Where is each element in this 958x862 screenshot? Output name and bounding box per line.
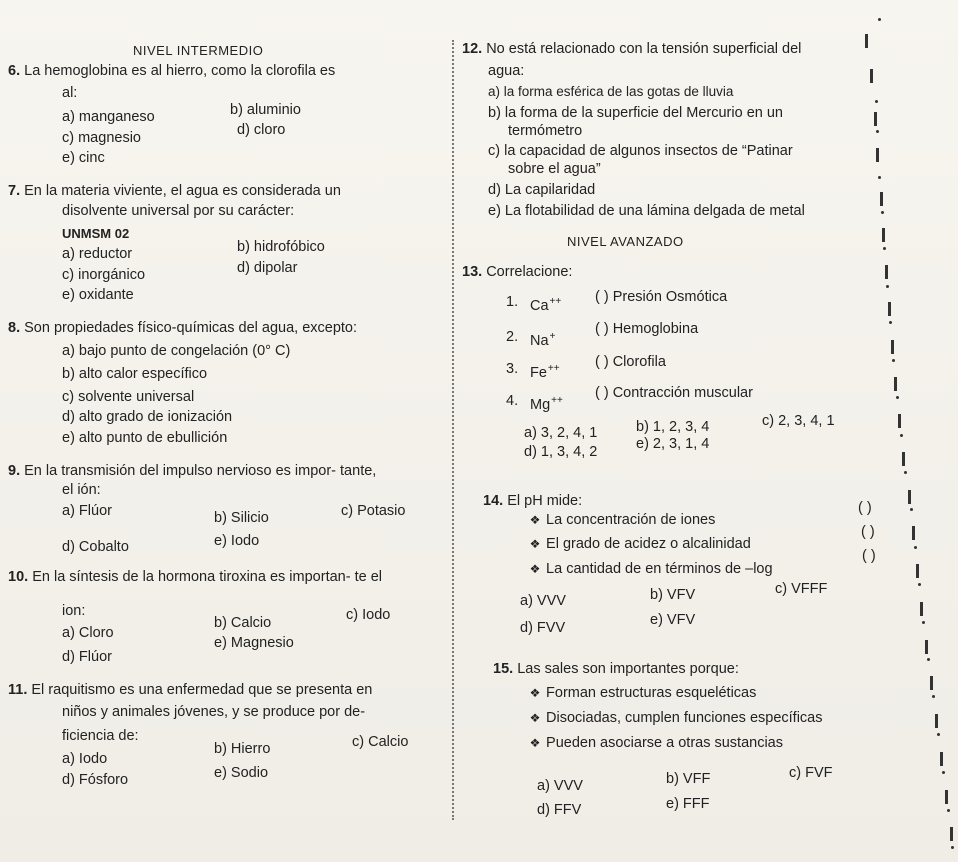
q6-number: 6. bbox=[8, 63, 21, 79]
q8-option-d[interactable]: d) alto grado de ionización bbox=[62, 409, 233, 425]
q13-item-1-number: 1. bbox=[506, 294, 519, 310]
q15-title: Las sales son importantes porque: bbox=[517, 661, 739, 677]
q13-number: 13. bbox=[462, 264, 483, 280]
margin-dot bbox=[947, 809, 950, 812]
q6-text: La hemoglobina es al hierro, como la clorofila es bbox=[24, 63, 336, 79]
q13-item-1-ion bbox=[530, 293, 561, 315]
diamond-bullet-icon: ❖ bbox=[529, 686, 541, 700]
q12-option-c-line2: sobre el agua” bbox=[508, 161, 601, 177]
q10-option-b[interactable]: b) Calcio bbox=[214, 615, 272, 631]
q15-option-d[interactable]: d) FFV bbox=[537, 802, 582, 818]
q15-statement-1 bbox=[528, 684, 756, 702]
q14-paren-2[interactable]: ( ) bbox=[861, 524, 875, 540]
q15-statement-2-text: Disociadas, cumplen funciones específicas bbox=[546, 710, 823, 726]
q13-option-c[interactable]: c) 2, 3, 4, 1 bbox=[762, 413, 835, 429]
q10-stem-line1 bbox=[8, 568, 382, 586]
q14-option-c[interactable]: c) VFFF bbox=[775, 581, 828, 597]
diamond-bullet-icon: ❖ bbox=[529, 513, 541, 527]
q7-stem-line2: disolvente universal por su carácter: bbox=[62, 203, 295, 219]
q7-option-b[interactable]: b) hidrofóbico bbox=[237, 239, 325, 255]
q9-option-d[interactable]: d) Cobalto bbox=[62, 539, 129, 555]
q7-option-a[interactable]: a) reductor bbox=[62, 246, 133, 262]
q9-stem-line2: el ión: bbox=[62, 482, 101, 498]
q13-option-b[interactable]: b) 1, 2, 3, 4 bbox=[636, 419, 710, 435]
q6-option-a[interactable]: a) manganeso bbox=[62, 109, 155, 125]
q10-option-c[interactable]: c) Iodo bbox=[346, 607, 391, 623]
q13-item-3-charge: ++ bbox=[547, 363, 560, 374]
q8-option-a[interactable]: a) bajo punto de congelación (0° C) bbox=[62, 343, 291, 359]
margin-dash bbox=[950, 827, 953, 841]
q11-stem-line1 bbox=[8, 681, 372, 699]
margin-dash bbox=[888, 302, 891, 316]
q14-statement-3-text: La cantidad de en términos de –log bbox=[546, 561, 773, 577]
margin-dot bbox=[896, 396, 899, 399]
q6-stem-line1 bbox=[8, 62, 335, 80]
q7-number: 7. bbox=[8, 183, 21, 199]
margin-dot bbox=[875, 100, 878, 103]
q12-option-c-line1[interactable]: c) la capacidad de algunos insectos de “Patinar bbox=[488, 143, 793, 159]
q7-stem-line1 bbox=[8, 182, 341, 200]
q6-option-e[interactable]: e) cinc bbox=[62, 150, 105, 166]
q15-statement-1-text: Forman estructuras esqueléticas bbox=[546, 685, 757, 701]
q15-statement-3 bbox=[528, 734, 783, 752]
margin-dot bbox=[927, 658, 930, 661]
q12-option-b-line1[interactable]: b) la forma de la superficie del Mercurio en un bbox=[488, 105, 783, 121]
q14-stem bbox=[483, 492, 582, 510]
margin-dot bbox=[914, 546, 917, 549]
margin-dash bbox=[882, 228, 885, 242]
q12-option-d[interactable]: d) La capilaridad bbox=[488, 182, 596, 198]
q13-match-1[interactable]: ( ) Presión Osmótica bbox=[595, 289, 728, 305]
q6-option-c[interactable]: c) magnesio bbox=[62, 130, 141, 146]
q8-number: 8. bbox=[8, 320, 21, 336]
margin-dot bbox=[937, 733, 940, 736]
q9-option-c[interactable]: c) Potasio bbox=[341, 503, 406, 519]
q12-stem-line2: agua: bbox=[488, 63, 525, 79]
q13-option-e[interactable]: e) 2, 3, 1, 4 bbox=[636, 436, 710, 452]
margin-dot bbox=[892, 359, 895, 362]
margin-dot bbox=[878, 176, 881, 179]
q13-item-1-symbol: Ca bbox=[530, 297, 549, 314]
q14-paren-3[interactable]: ( ) bbox=[862, 548, 876, 564]
level-advanced-heading: NIVEL AVANZADO bbox=[567, 234, 684, 249]
margin-dot bbox=[922, 621, 925, 624]
q13-item-4-number: 4. bbox=[506, 393, 519, 409]
margin-dash bbox=[870, 69, 873, 83]
margin-dash bbox=[885, 265, 888, 279]
q13-item-3-ion bbox=[530, 360, 560, 382]
q11-text: El raquitismo es una enfermedad que se presenta en bbox=[31, 682, 373, 698]
q12-stem-line1 bbox=[462, 40, 801, 58]
q9-option-b[interactable]: b) Silicio bbox=[214, 510, 269, 526]
q13-item-2-charge: + bbox=[549, 331, 556, 342]
margin-dash bbox=[935, 714, 938, 728]
q15-number: 15. bbox=[493, 661, 514, 677]
margin-dash bbox=[876, 148, 879, 162]
q10-number: 10. bbox=[8, 569, 29, 585]
margin-dot bbox=[900, 434, 903, 437]
q10-option-d[interactable]: d) Flúor bbox=[62, 649, 112, 665]
margin-dot bbox=[886, 285, 889, 288]
margin-dash bbox=[898, 414, 901, 428]
q13-match-4[interactable]: ( ) Contracción muscular bbox=[595, 385, 753, 401]
q11-number: 11. bbox=[8, 682, 28, 698]
q7-source: UNMSM 02 bbox=[62, 226, 130, 241]
margin-dot bbox=[932, 695, 935, 698]
q11-option-a[interactable]: a) Iodo bbox=[62, 751, 108, 767]
q13-match-3[interactable]: ( ) Clorofila bbox=[595, 354, 666, 370]
q8-option-b[interactable]: b) alto calor específico bbox=[62, 366, 208, 382]
margin-dash bbox=[925, 640, 928, 654]
q14-title: El pH mide: bbox=[507, 493, 583, 509]
q14-number: 14. bbox=[483, 493, 504, 509]
level-intermediate-heading: NIVEL INTERMEDIO bbox=[133, 43, 264, 58]
q12-option-a[interactable]: a) la forma esférica de las gotas de lluvia bbox=[488, 84, 734, 99]
margin-dot bbox=[951, 846, 954, 849]
q7-option-e[interactable]: e) oxidante bbox=[62, 287, 134, 303]
q15-statement-3-text: Pueden asociarse a otras sustancias bbox=[546, 735, 784, 751]
margin-dash bbox=[894, 377, 897, 391]
q14-statement-1-text: La concentración de iones bbox=[546, 512, 716, 528]
q11-option-d[interactable]: d) Fósforo bbox=[62, 772, 129, 788]
q11-option-c[interactable]: c) Calcio bbox=[352, 734, 409, 750]
q11-stem-line2: niños y animales jóvenes, y se produce por de- bbox=[62, 704, 366, 720]
q6-option-d[interactable]: d) cloro bbox=[237, 122, 286, 138]
margin-dash bbox=[916, 564, 919, 578]
margin-dot bbox=[918, 583, 921, 586]
q13-item-3-symbol: Fe bbox=[530, 364, 547, 381]
column-divider bbox=[452, 40, 454, 820]
margin-dash bbox=[891, 340, 894, 354]
q14-statement-3 bbox=[528, 560, 773, 578]
q14-paren-1[interactable]: ( ) bbox=[858, 500, 872, 516]
q12-text: No está relacionado con la tensión superficial del bbox=[486, 41, 802, 57]
margin-dot bbox=[881, 211, 884, 214]
q7-option-c[interactable]: c) inorgánico bbox=[62, 267, 146, 283]
margin-dash bbox=[874, 112, 877, 126]
q13-item-2-symbol: Na bbox=[530, 332, 549, 349]
margin-dot bbox=[942, 771, 945, 774]
margin-dash bbox=[865, 34, 868, 48]
q14-statement-2 bbox=[528, 535, 751, 553]
margin-dot bbox=[883, 247, 886, 250]
margin-dash bbox=[920, 602, 923, 616]
q13-item-4-symbol: Mg bbox=[530, 396, 551, 413]
margin-dash bbox=[940, 752, 943, 766]
q13-option-a[interactable]: a) 3, 2, 4, 1 bbox=[524, 425, 598, 441]
q11-option-e[interactable]: e) Sodio bbox=[214, 765, 269, 781]
q14-option-d[interactable]: d) FVV bbox=[520, 620, 566, 636]
q12-option-b-line2: termómetro bbox=[508, 123, 583, 139]
q13-option-d[interactable]: d) 1, 3, 4, 2 bbox=[524, 444, 598, 460]
margin-dash bbox=[930, 676, 933, 690]
q6-stem-line2: al: bbox=[62, 85, 78, 101]
q8-option-e[interactable]: e) alto punto de ebullición bbox=[62, 430, 228, 446]
q15-option-b[interactable]: b) VFF bbox=[666, 771, 711, 787]
q13-stem bbox=[462, 263, 572, 281]
q12-number: 12. bbox=[462, 41, 483, 57]
q10-option-e[interactable]: e) Magnesio bbox=[214, 635, 294, 651]
q14-option-a[interactable]: a) VVV bbox=[520, 593, 566, 609]
q12-option-e[interactable]: e) La flotabilidad de una lámina delgada de metal bbox=[488, 203, 805, 219]
q11-option-b[interactable]: b) Hierro bbox=[214, 741, 271, 757]
margin-dash bbox=[945, 790, 948, 804]
q7-text: En la materia viviente, el agua es considerada un bbox=[24, 183, 341, 199]
q9-text: En la transmisión del impulso nervioso es impor- tante, bbox=[24, 463, 377, 479]
margin-dash bbox=[908, 490, 911, 504]
diamond-bullet-icon: ❖ bbox=[529, 736, 541, 750]
q13-item-1-charge: ++ bbox=[549, 296, 562, 307]
q13-item-4-ion bbox=[530, 392, 563, 414]
margin-dash bbox=[912, 526, 915, 540]
q11-stem-line3: ficiencia de: bbox=[62, 728, 139, 744]
margin-dot bbox=[876, 130, 879, 133]
q15-stem bbox=[493, 660, 739, 678]
q14-option-b[interactable]: b) VFV bbox=[650, 587, 696, 603]
q6-option-b[interactable]: b) aluminio bbox=[230, 102, 301, 118]
q15-option-e[interactable]: e) FFF bbox=[666, 796, 710, 812]
q14-statement-2-text: El grado de acidez o alcalinidad bbox=[546, 536, 751, 552]
margin-dot bbox=[904, 471, 907, 474]
q15-option-a[interactable]: a) VVV bbox=[537, 778, 583, 794]
q10-text: En la síntesis de la hormona tiroxina es importan- te el bbox=[32, 569, 382, 585]
q9-number: 9. bbox=[8, 463, 21, 479]
q9-option-e[interactable]: e) Iodo bbox=[214, 533, 260, 549]
q13-item-2-ion bbox=[530, 328, 555, 350]
diamond-bullet-icon: ❖ bbox=[529, 537, 541, 551]
q13-match-2[interactable]: ( ) Hemoglobina bbox=[595, 321, 699, 337]
q9-option-a[interactable]: a) Flúor bbox=[62, 503, 112, 519]
q14-statement-1 bbox=[528, 511, 715, 529]
q13-item-3-number: 3. bbox=[506, 361, 519, 377]
q8-option-c[interactable]: c) solvente universal bbox=[62, 389, 195, 405]
margin-dot bbox=[889, 321, 892, 324]
q8-stem-line1 bbox=[8, 319, 357, 337]
diamond-bullet-icon: ❖ bbox=[529, 711, 541, 725]
margin-dash bbox=[902, 452, 905, 466]
q10-stem-line2: ion: bbox=[62, 603, 86, 619]
q7-option-d[interactable]: d) dipolar bbox=[237, 260, 298, 276]
q15-statement-2 bbox=[528, 709, 822, 727]
q13-item-2-number: 2. bbox=[506, 329, 519, 345]
margin-dot bbox=[910, 508, 913, 511]
q13-item-4-charge: ++ bbox=[551, 395, 563, 406]
margin-dash bbox=[880, 192, 883, 206]
q9-stem-line1 bbox=[8, 462, 376, 480]
diamond-bullet-icon: ❖ bbox=[529, 562, 541, 576]
q10-option-a[interactable]: a) Cloro bbox=[62, 625, 114, 641]
q8-text: Son propiedades físico-químicas del agua, excepto: bbox=[24, 320, 358, 336]
q13-title: Correlacione: bbox=[486, 264, 573, 280]
q15-option-c[interactable]: c) FVF bbox=[789, 765, 833, 781]
margin-dot bbox=[878, 18, 881, 21]
q14-option-e[interactable]: e) VFV bbox=[650, 612, 696, 628]
